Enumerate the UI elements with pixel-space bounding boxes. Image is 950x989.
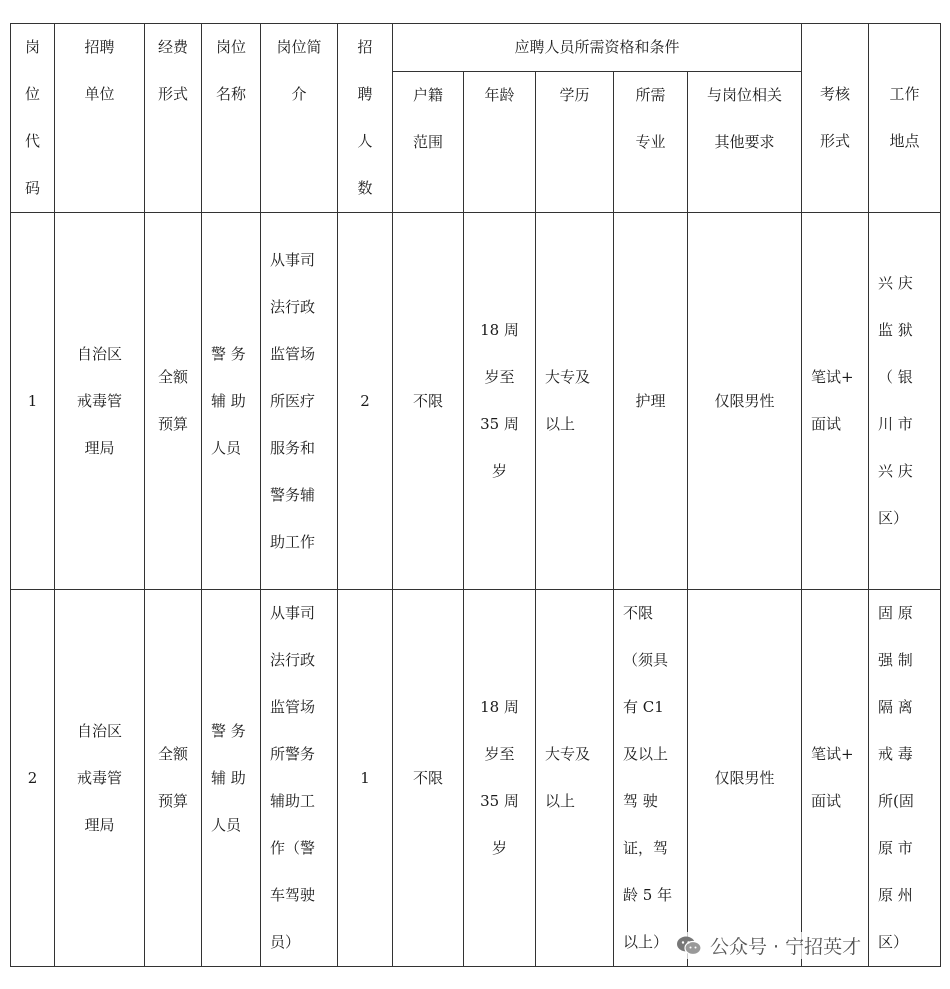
header-intro: 岗位简 介 (261, 24, 338, 213)
header-qualifications: 应聘人员所需资格和条件 (393, 24, 802, 72)
cell-hukou: 不限 (393, 590, 464, 967)
watermark-text: 公众号 · 宁招英才 (710, 936, 862, 958)
table-row (11, 590, 941, 967)
cell-education: 大专及 以上 (536, 213, 614, 590)
header-count: 招 聘 人 数 (338, 24, 393, 213)
header-location: 工作 地点 (869, 24, 941, 213)
header-code: 岗 位 代 码 (11, 24, 55, 213)
cell-funding: 全额 预算 (145, 213, 202, 590)
table-row (11, 213, 941, 590)
header-unit: 招聘 单位 (55, 24, 145, 213)
recruitment-table (10, 23, 941, 967)
header-major: 所需 专业 (614, 72, 688, 213)
cell-code: 2 (11, 590, 55, 967)
cell-location: 固 原 强 制 隔 离 戒 毒 所(固 原 市 原 州 区） (869, 590, 941, 967)
cell-count: 2 (338, 213, 393, 590)
cell-unit: 自治区 戒毒管 理局 (55, 213, 145, 590)
cell-exam: 笔试+ 面试 (802, 213, 869, 590)
header-position: 岗位 名称 (202, 24, 261, 213)
cell-count: 1 (338, 590, 393, 967)
cell-age: 18 周 岁至 35 周 岁 (464, 590, 536, 967)
cell-funding: 全额 预算 (145, 590, 202, 967)
cell-education: 大专及 以上 (536, 590, 614, 967)
cell-major: 不限 （须具 有 C1 及以上 驾 驶 证，驾 龄 5 年 以上） (614, 590, 688, 967)
cell-other: 仅限男性 (688, 213, 802, 590)
cell-hukou: 不限 (393, 213, 464, 590)
cell-position: 警 务 辅 助 人员 (202, 590, 261, 967)
wechat-icon (676, 935, 702, 957)
header-age: 年龄 (464, 72, 536, 213)
cell-other: 仅限男性 (688, 590, 802, 967)
cell-location: 兴 庆 监 狱 （ 银 川 市 兴 庆 区） (869, 213, 941, 590)
header-other: 与岗位相关 其他要求 (688, 72, 802, 213)
header-exam: 考核 形式 (802, 24, 869, 213)
cell-unit: 自治区 戒毒管 理局 (55, 590, 145, 967)
header-funding: 经费 形式 (145, 24, 202, 213)
cell-position: 警 务 辅 助 人员 (202, 213, 261, 590)
cell-intro: 从事司 法行政 监管场 所医疗 服务和 警务辅 助工作 (261, 213, 338, 590)
cell-major: 护理 (614, 213, 688, 590)
cell-age: 18 周 岁至 35 周 岁 (464, 213, 536, 590)
cell-exam: 笔试+ 面试 (802, 590, 869, 967)
cell-intro: 从事司 法行政 监管场 所警务 辅助工 作（警 车驾驶 员） (261, 590, 338, 967)
watermark (672, 932, 865, 959)
header-hukou: 户籍 范围 (393, 72, 464, 213)
header-education: 学历 (536, 72, 614, 213)
cell-code: 1 (11, 213, 55, 590)
